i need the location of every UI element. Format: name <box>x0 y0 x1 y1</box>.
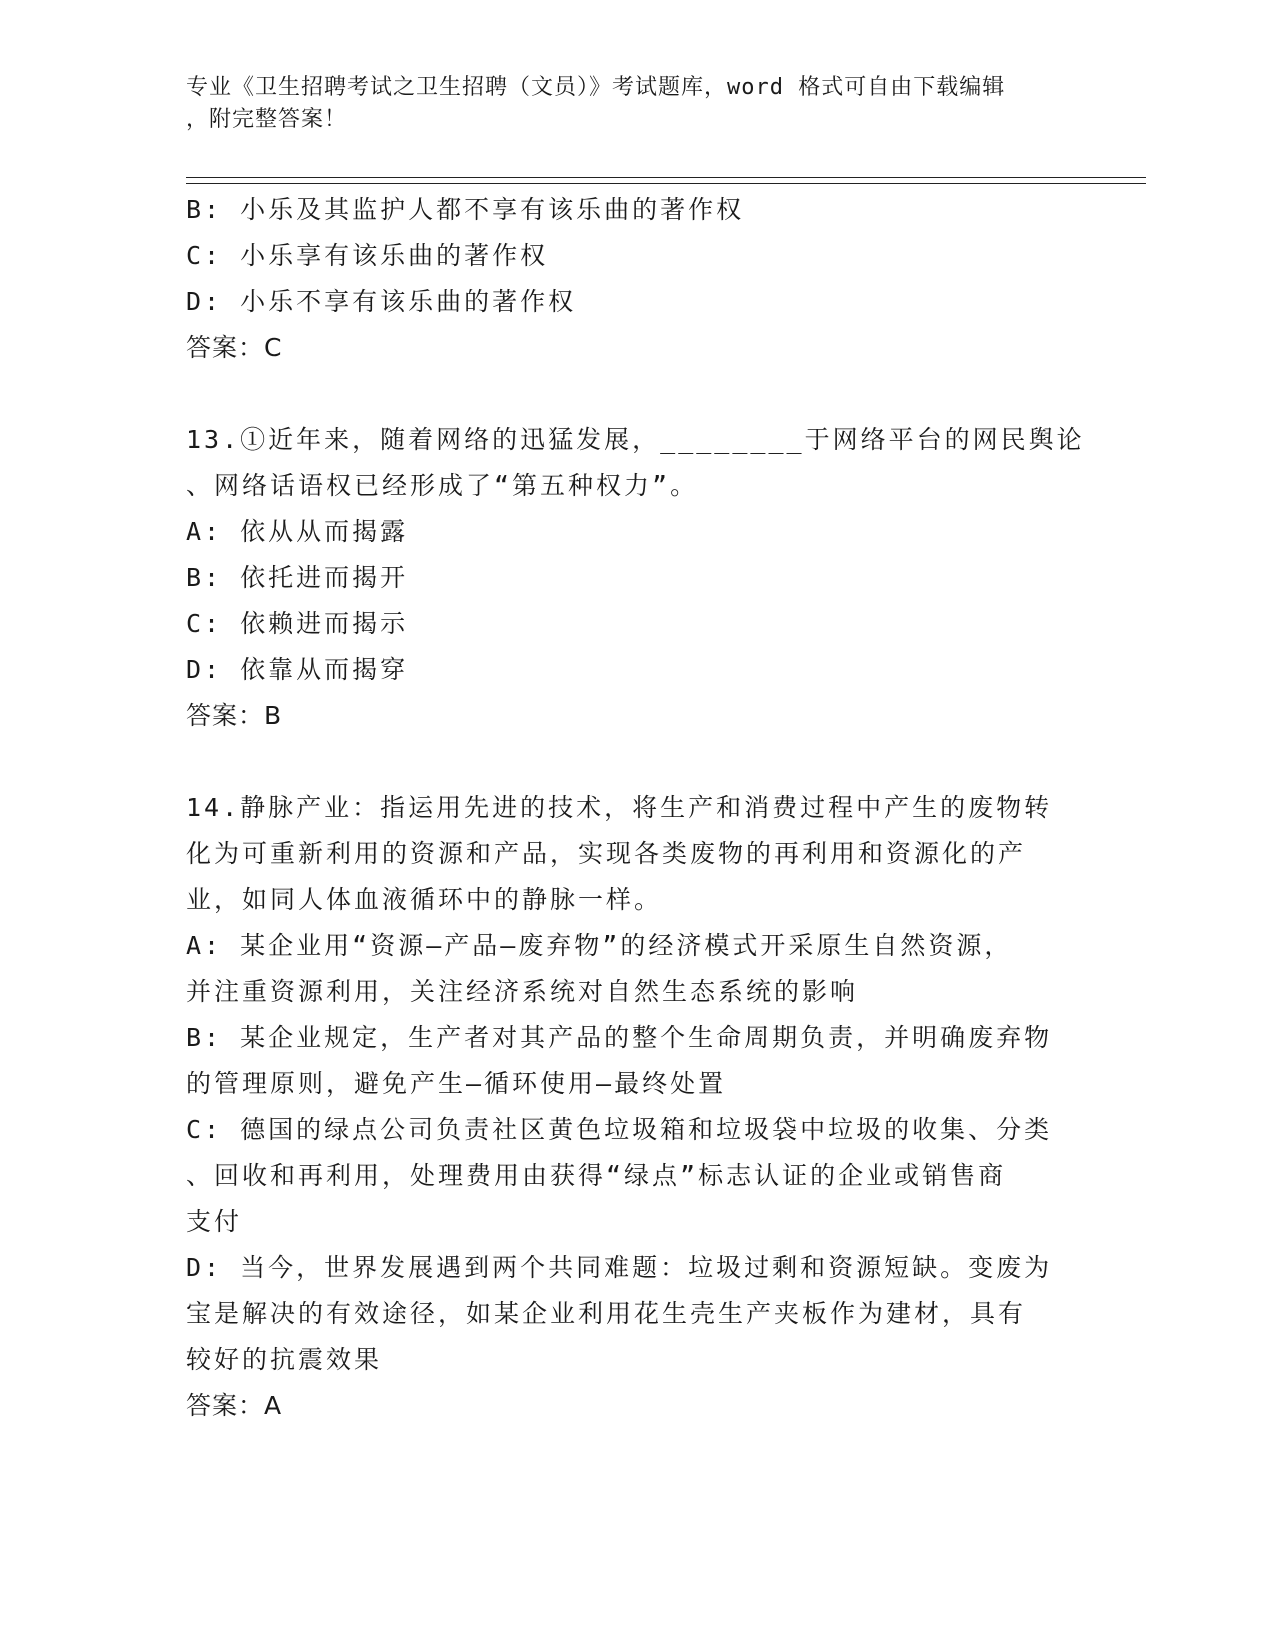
q12-option-c: C: 小乐享有该乐曲的著作权 <box>186 241 549 270</box>
header-rule-top <box>186 177 1146 178</box>
q13-option-d: D: 依靠从而揭穿 <box>186 655 409 684</box>
q14-option-c-line-1: C: 德国的绿点公司负责社区黄色垃圾箱和垃圾袋中垃圾的收集、分类 <box>186 1115 1053 1144</box>
q13-stem-line-2: 、网络话语权已经形成了“第五种权力”。 <box>186 471 699 500</box>
q13-stem-line-1: 13.①近年来，随着网络的迅猛发展，________于网络平台的网民舆论 <box>186 425 1085 454</box>
q14-option-b-line-2: 的管理原则，避免产生—循环使用—最终处置 <box>186 1069 727 1098</box>
q14-option-a-line-2: 并注重资源利用，关注经济系统对自然生态系统的影响 <box>186 977 859 1006</box>
q12-option-b: B: 小乐及其监护人都不享有该乐曲的著作权 <box>186 195 745 224</box>
q14-stem-line-3: 业，如同人体血液循环中的静脉一样。 <box>186 885 663 914</box>
q14-option-c-line-3: 支付 <box>186 1207 243 1236</box>
header-line-2: ，附完整答案！ <box>186 107 348 132</box>
spacer <box>186 371 1066 417</box>
question-12 <box>186 187 1066 371</box>
q14-stem-line-2: 化为可重新利用的资源和产品，实现各类废物的再利用和资源化的产 <box>186 839 1027 868</box>
q14-option-d-line-3: 较好的抗震效果 <box>186 1345 383 1374</box>
header-line-1: 专业《卫生招聘考试之卫生招聘（文员）》考试题库，word 格式可自由下载编辑 <box>186 75 1006 100</box>
page-header <box>186 72 1066 136</box>
q14-option-d-line-1: D: 当今，世界发展遇到两个共同难题：垃圾过剩和资源短缺。变废为 <box>186 1253 1053 1282</box>
document-body <box>186 187 1085 1429</box>
q14-stem-line-1: 14.静脉产业：指运用先进的技术，将生产和消费过程中产生的废物转 <box>186 793 1053 822</box>
question-14 <box>186 785 1066 1429</box>
q14-option-d-line-2: 宝是解决的有效途径，如某企业利用花生壳生产夹板作为建材，具有 <box>186 1299 1027 1328</box>
q13-option-c: C: 依赖进而揭示 <box>186 609 409 638</box>
question-13 <box>186 417 1085 739</box>
spacer <box>186 739 1066 785</box>
q14-option-b-line-1: B: 某企业规定，生产者对其产品的整个生命周期负责，并明确废弃物 <box>186 1023 1053 1052</box>
q13-option-a: A: 依从从而揭露 <box>186 517 409 546</box>
q13-option-b: B: 依托进而揭开 <box>186 563 409 592</box>
q13-answer: 答案：B <box>186 701 283 730</box>
q12-option-d: D: 小乐不享有该乐曲的著作权 <box>186 287 577 316</box>
q12-answer: 答案：C <box>186 333 283 362</box>
q14-option-a-line-1: A: 某企业用“资源—产品—废弃物”的经济模式开采原生自然资源， <box>186 931 1013 960</box>
header-rule-bottom <box>186 183 1146 184</box>
q14-option-c-line-2: 、回收和再利用，处理费用由获得“绿点”标志认证的企业或销售商 <box>186 1161 1007 1190</box>
q14-answer: 答案：A <box>186 1391 283 1420</box>
